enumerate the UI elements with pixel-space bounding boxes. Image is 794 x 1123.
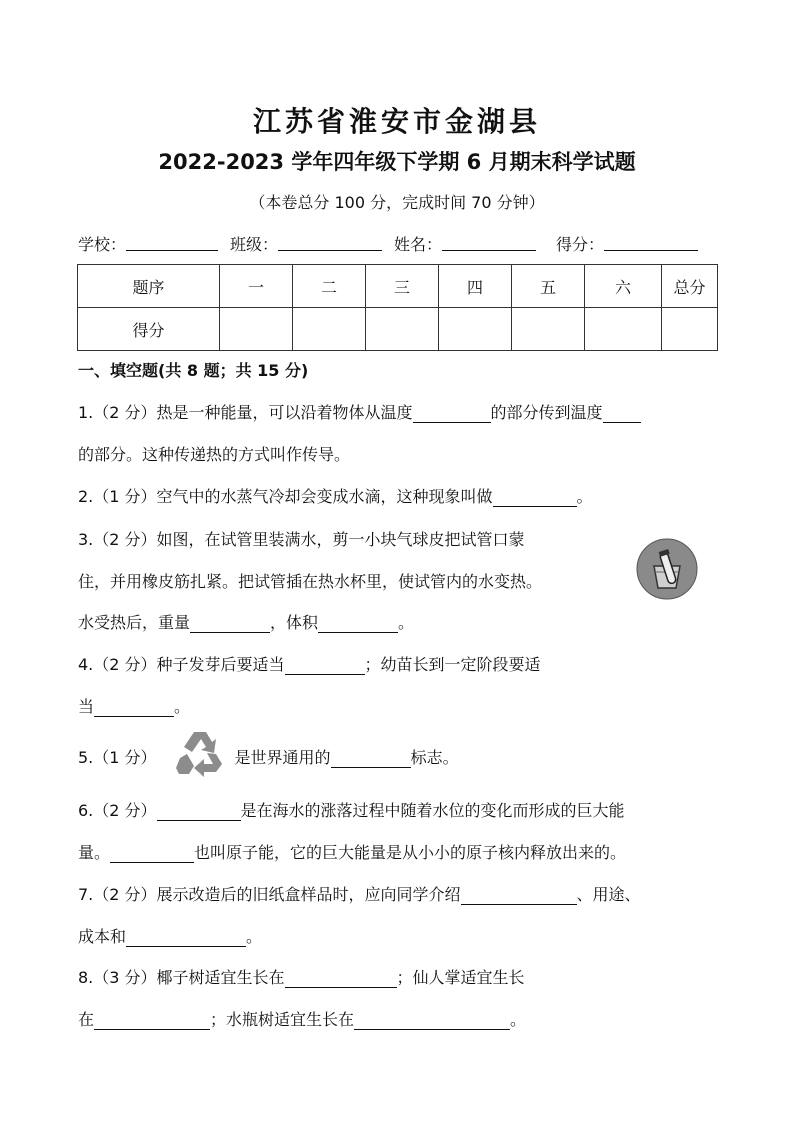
question-text: 8.（3 分）椰子树适宜生长在 [78,968,285,987]
answer-blank[interactable] [94,699,174,717]
exam-note: （本卷总分 100 分，完成时间 70 分钟） [249,193,545,212]
question-text: 的部分传到温度 [490,403,603,422]
table-header-cell: 四 [439,265,512,308]
question-text: 5.（1 分） [78,748,157,767]
question-text: 成本和 [78,927,127,946]
score-cell[interactable] [366,308,439,351]
score-blank[interactable] [604,232,698,251]
score-cell[interactable] [439,308,512,351]
question-text: 当 [78,697,95,716]
question-text: 水受热后，重量 [78,613,191,632]
section-heading: 一、填空题(共 8 题；共 15 分) [78,361,309,380]
score-cell[interactable] [293,308,366,351]
score-cell[interactable] [220,308,293,351]
answer-blank[interactable] [285,970,397,988]
question-text: 是在海水的涨落过程中随着水位的变化而形成的巨大能 [240,801,625,820]
question-text: 。 [398,613,415,632]
answer-blank[interactable] [331,750,411,768]
table-header-cell: 题序 [78,265,220,308]
page-title: 江苏省淮安市金湖县 [252,105,541,138]
answer-blank[interactable] [126,929,246,947]
question-1-line-2: 的部分。这种传递热的方式叫作传导。 [78,445,351,464]
question-3-line-3 [78,610,414,633]
question-text: 7.（2 分）展示改造后的旧纸盒样品时，应向同学介绍 [78,885,461,904]
answer-blank[interactable] [318,615,398,633]
class-label: 班级： [230,235,279,254]
answer-blank[interactable] [603,405,641,423]
question-text: ，体积 [270,613,319,632]
score-label: 得分： [556,235,605,254]
question-text: ；幼苗长到一定阶段要适 [364,655,541,674]
question-text: 是世界通用的 [234,748,331,767]
school-label: 学校： [78,235,127,254]
question-text: 、用途、 [576,885,641,904]
question-text: 。 [246,927,263,946]
answer-blank[interactable] [190,615,270,633]
answer-blank[interactable] [493,489,577,507]
question-text: 。 [510,1010,527,1029]
question-5 [78,745,459,768]
table-header-cell: 总分 [662,265,718,308]
school-blank[interactable] [126,232,218,251]
score-table [77,264,718,351]
student-info [78,232,718,255]
question-text: 。 [174,697,191,716]
question-text: 2.（1 分）空气中的水蒸气冷却会变成水滴，这种现象叫做 [78,487,493,506]
question-6-line-1 [78,798,625,821]
table-header-cell: 五 [512,265,585,308]
question-6-line-2 [78,840,626,863]
table-header-cell: 一 [220,265,293,308]
test-tube-in-cup-icon [636,538,698,600]
question-4-line-1 [78,652,541,675]
answer-blank[interactable] [157,803,241,821]
question-7-line-2 [78,924,262,947]
name-label: 姓名： [394,235,443,254]
answer-blank[interactable] [461,887,577,905]
score-cell[interactable] [512,308,585,351]
question-1-line-1 [78,400,641,423]
question-text: 量。 [78,843,111,862]
question-text: 。 [576,487,593,506]
table-row-label: 得分 [78,308,220,351]
question-8-line-1 [78,965,525,988]
answer-blank[interactable] [110,845,194,863]
answer-blank[interactable] [354,1012,510,1030]
question-3-line-2: 住，并用橡皮筋扎紧。把试管插在热水杯里，使试管内的水变热。 [78,572,543,591]
answer-blank[interactable] [285,657,365,675]
exam-title: 2022-2023 学年四年级下学期 6 月期末科学试题 [158,150,636,174]
question-4-line-2 [78,694,190,717]
question-8-line-2 [78,1007,526,1030]
table-header-cell: 六 [585,265,662,308]
question-text: ；水瓶树适宜生长在 [210,1010,355,1029]
score-table-score-row [78,308,718,351]
name-blank[interactable] [442,232,536,251]
score-table-header-row [78,265,718,308]
answer-blank[interactable] [94,1012,210,1030]
question-text: 4.（2 分）种子发芽后要适当 [78,655,285,674]
table-header-cell: 二 [293,265,366,308]
table-header-cell: 三 [366,265,439,308]
question-text: 1.（2 分）热是一种能量，可以沿着物体从温度 [78,403,413,422]
question-text: 也叫原子能，它的巨大能量是从小小的原子核内释放出来的。 [194,843,627,862]
question-text: ；仙人掌适宜生长 [396,968,525,987]
question-text: 标志。 [410,748,459,767]
question-2 [78,484,593,507]
question-text: 6.（2 分） [78,801,157,820]
score-cell[interactable] [585,308,662,351]
question-text: 在 [78,1010,95,1029]
class-blank[interactable] [278,232,382,251]
question-7-line-1 [78,882,641,905]
score-cell[interactable] [662,308,718,351]
question-3-line-1: 3.（2 分）如图，在试管里装满水，剪一小块气球皮把试管口蒙 [78,530,525,549]
answer-blank[interactable] [413,405,491,423]
recycle-icon [172,728,228,780]
